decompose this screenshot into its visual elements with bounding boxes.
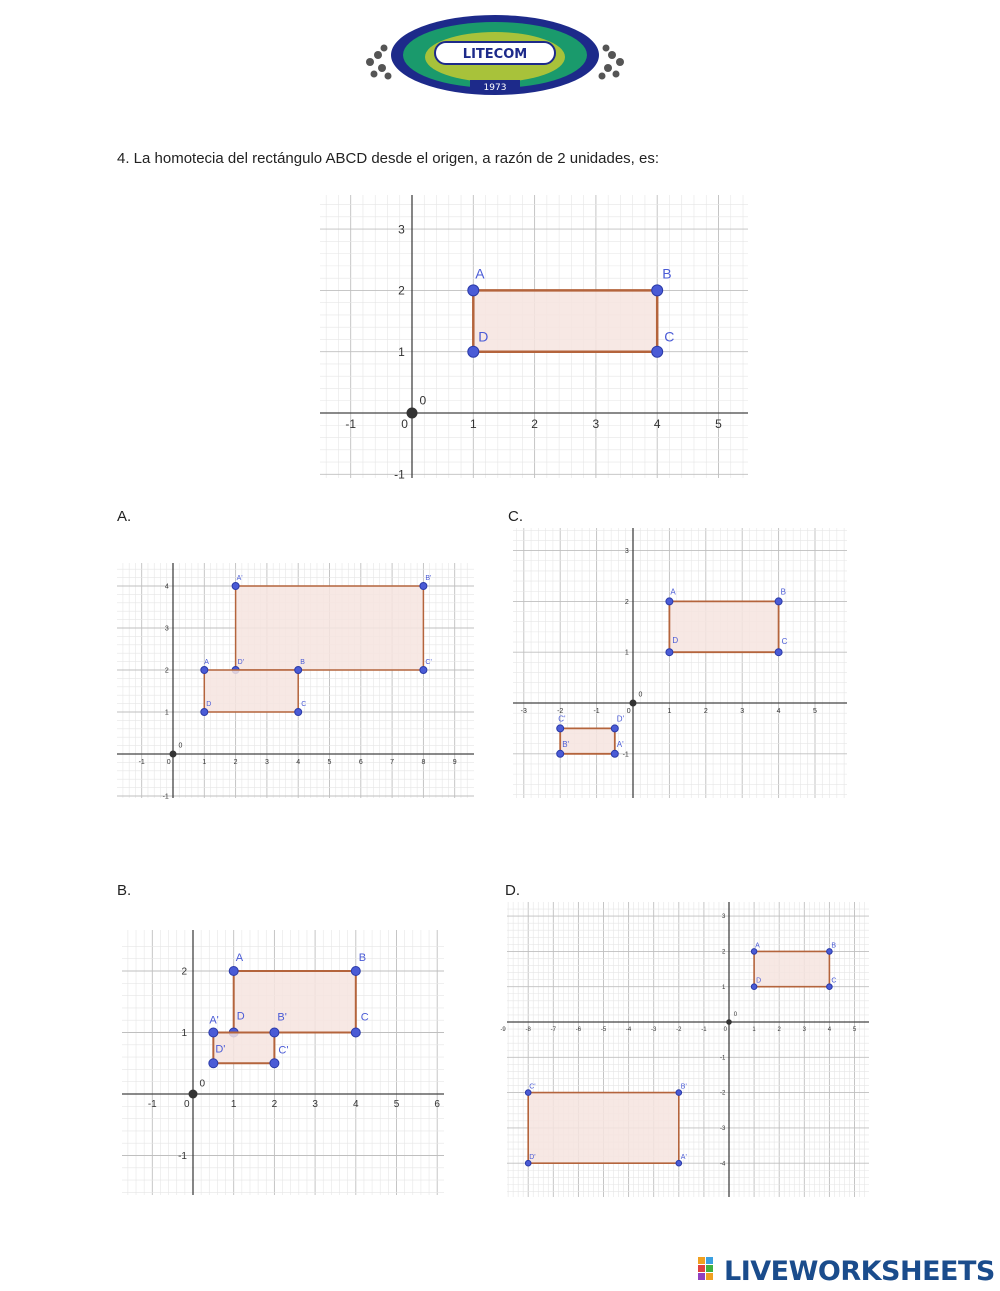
vertex-point-C [827, 984, 833, 990]
vertex-point-A [229, 967, 238, 976]
logo-text: LITECOM [462, 47, 528, 62]
vertex-label: C [360, 1011, 369, 1024]
vertex-label: C' [425, 659, 432, 666]
laurel-right-icon [599, 45, 625, 80]
y-tick-label: 1 [624, 649, 629, 657]
x-tick-label: 1 [202, 759, 207, 766]
vertex-point-A-prime [232, 583, 239, 590]
vertex-label: A [755, 942, 760, 950]
vertex-point-C [351, 1028, 360, 1037]
vertex-label: B [662, 265, 672, 282]
vertex-label: C [781, 637, 788, 647]
vertex-point-B-prime [557, 750, 564, 757]
vertex-point-B [295, 667, 302, 674]
x-tick-label: 5 [715, 417, 722, 431]
vertex-label: C [831, 977, 837, 985]
origin-label: 0 [733, 1012, 738, 1019]
vertex-label: A [235, 952, 244, 964]
y-tick-label: 2 [181, 966, 187, 978]
laurel-left-icon [366, 45, 392, 80]
vertex-label: A' [209, 1014, 219, 1027]
x-tick-label: 4 [353, 1099, 359, 1110]
x-tick-label: 0 [401, 417, 408, 431]
x-tick-label: -8 [525, 1027, 531, 1033]
x-tick-label: -2 [676, 1027, 682, 1033]
vertex-point-D-prime [525, 1160, 531, 1166]
vertex-point-D-prime [611, 725, 618, 732]
y-tick-label: 3 [722, 914, 726, 921]
x-tick-label: -1 [593, 708, 600, 715]
origin-point [630, 700, 637, 707]
x-tick-label: 2 [271, 1099, 278, 1110]
vertex-point-C-prime [420, 667, 427, 674]
x-tick-label: 2 [777, 1027, 781, 1033]
vertex-label: A' [236, 575, 243, 582]
origin-label: 0 [419, 393, 427, 408]
y-tick-label: 2 [398, 283, 405, 298]
y-tick-label: 1 [398, 344, 405, 359]
vertex-point-A-prime [209, 1028, 218, 1037]
x-tick-label: 6 [358, 759, 363, 766]
x-tick-label: 3 [264, 759, 269, 766]
x-tick-label: 6 [434, 1099, 440, 1110]
vertex-label: C' [529, 1083, 536, 1091]
x-tick-label: -9 [500, 1027, 506, 1033]
vertex-point-C [295, 709, 302, 716]
option-b-graph[interactable] [122, 930, 444, 1195]
x-tick-label: 3 [312, 1099, 318, 1110]
vertex-point-A [201, 667, 208, 674]
vertex-label: D [206, 701, 212, 708]
vertex-label: C [664, 328, 675, 345]
vertex-label: B' [425, 575, 432, 582]
vertex-point-B [775, 598, 782, 605]
vertex-label: C [301, 701, 307, 708]
y-tick-label: -1 [162, 793, 169, 801]
y-tick-label: 3 [624, 548, 629, 556]
x-tick-label: -5 [600, 1027, 607, 1033]
vertex-point-A [751, 949, 757, 955]
x-tick-label: -6 [575, 1027, 582, 1033]
vertex-point-D [468, 346, 479, 357]
question-text: 4. La homotecia del rectángulo ABCD desde el origen, a razón de 2 unidades, es: [117, 150, 660, 167]
x-tick-label: -4 [625, 1027, 632, 1033]
liveworksheets-logo-icon [698, 1257, 722, 1285]
vertex-label: D [236, 1010, 245, 1023]
vertex-label: A [670, 587, 676, 597]
vertex-label: D' [529, 1154, 536, 1162]
x-tick-label: -2 [557, 708, 564, 715]
option-a-label[interactable]: A. [117, 508, 132, 525]
x-tick-label: 7 [390, 759, 395, 766]
x-tick-label: 2 [531, 417, 538, 431]
rectangle-image [528, 1093, 679, 1164]
vertex-label: B [780, 587, 786, 597]
vertex-point-D [201, 709, 208, 716]
y-tick-label: 1 [722, 984, 726, 991]
y-tick-label: 3 [164, 625, 169, 633]
option-d-graph[interactable] [500, 902, 869, 1197]
vertex-point-A-prime [611, 750, 618, 757]
origin-point [189, 1090, 198, 1099]
vertex-label: D' [616, 714, 625, 724]
x-tick-label: 1 [667, 708, 672, 715]
vertex-point-C [775, 649, 782, 656]
option-b-label[interactable]: B. [117, 882, 132, 899]
brand-text: LIVEWORKSHEETS [724, 1255, 995, 1287]
y-tick-label: -1 [178, 1151, 187, 1162]
y-tick-label: 4 [164, 583, 169, 591]
vertex-point-A-prime [676, 1160, 682, 1166]
x-tick-label: 3 [592, 417, 600, 431]
rectangle-abcd [204, 670, 298, 712]
x-tick-label: -1 [147, 1099, 157, 1110]
vertex-label: B [358, 952, 367, 964]
vertex-point-D [751, 984, 757, 990]
y-tick-label: 3 [398, 222, 405, 237]
x-tick-label: 1 [230, 1099, 237, 1110]
y-tick-label: 2 [722, 949, 726, 956]
vertex-point-C-prime [270, 1059, 279, 1068]
y-tick-label: -4 [720, 1161, 726, 1168]
vertex-point-B-prime [676, 1090, 682, 1096]
x-tick-label: 2 [233, 759, 238, 766]
vertex-label: B' [680, 1083, 687, 1091]
vertex-point-D-prime [209, 1059, 218, 1068]
vertex-label: B' [277, 1011, 287, 1024]
vertex-label: B [831, 942, 837, 950]
vertex-label: C' [558, 714, 566, 724]
rectangle-abcd [754, 951, 829, 986]
x-tick-label: -3 [520, 708, 527, 715]
vertex-point-A [666, 598, 673, 605]
x-tick-label: 4 [827, 1027, 832, 1033]
option-c-graph[interactable] [513, 528, 847, 798]
y-tick-label: -1 [622, 751, 629, 759]
vertex-label: D [478, 328, 489, 345]
rectangle-abcd [669, 601, 778, 652]
vertex-label: D' [237, 659, 245, 666]
main-graph-svg [320, 195, 748, 482]
vertex-point-C-prime [557, 725, 564, 732]
y-tick-label: 1 [164, 709, 169, 717]
vertex-label: A' [616, 739, 624, 749]
origin-point [726, 1019, 732, 1025]
x-tick-label: 0 [166, 759, 171, 766]
x-tick-label: 5 [327, 759, 332, 766]
vertex-label: A' [680, 1154, 687, 1162]
option-d-label[interactable]: D. [505, 882, 520, 899]
y-tick-label: -3 [720, 1126, 726, 1132]
origin-label: 0 [199, 1078, 206, 1090]
vertex-point-C [652, 346, 663, 357]
x-tick-label: 9 [452, 759, 457, 766]
liveworksheets-brand [698, 1255, 995, 1287]
origin-label: 0 [178, 742, 183, 750]
y-tick-label: 1 [181, 1028, 187, 1039]
x-tick-label: 4 [296, 759, 301, 766]
vertex-label: A [475, 265, 485, 282]
vertex-point-B-prime [420, 583, 427, 590]
x-tick-label: 1 [752, 1027, 756, 1033]
y-tick-label: -1 [394, 467, 405, 482]
x-tick-label: 4 [776, 708, 781, 715]
vertex-point-B [827, 949, 833, 955]
x-tick-label: 5 [813, 708, 817, 715]
rectangle-image [236, 586, 424, 670]
x-tick-label: 1 [469, 417, 477, 431]
vertex-label: D' [215, 1043, 226, 1056]
school-logo [360, 10, 630, 100]
main-graph [320, 195, 748, 482]
vertex-label: B [300, 659, 305, 666]
vertex-label: A [204, 659, 209, 666]
origin-point [170, 751, 177, 758]
y-tick-label: -2 [720, 1090, 726, 1097]
x-tick-label: 8 [421, 759, 426, 766]
x-tick-label: 3 [802, 1027, 806, 1033]
vertex-point-A [468, 285, 479, 296]
logo-year: 1973 [483, 83, 507, 93]
vertex-point-C-prime [525, 1090, 531, 1096]
vertex-label: B' [562, 739, 570, 749]
vertex-point-B-prime [270, 1028, 279, 1037]
x-tick-label: -1 [701, 1027, 707, 1033]
x-tick-label: 0 [626, 708, 631, 715]
x-tick-label: 0 [184, 1099, 190, 1110]
x-tick-label: -1 [345, 417, 357, 431]
vertex-label: D [672, 636, 679, 646]
x-tick-label: -3 [651, 1027, 657, 1033]
x-tick-label: 0 [723, 1027, 727, 1033]
option-a-graph[interactable] [117, 563, 474, 801]
vertex-point-B [351, 967, 360, 976]
vertex-label: C' [278, 1044, 289, 1057]
rectangle-abcd [473, 290, 657, 351]
origin-point [407, 408, 418, 419]
y-tick-label: 2 [624, 598, 629, 606]
x-tick-label: 2 [703, 708, 708, 715]
x-tick-label: 5 [852, 1027, 857, 1033]
vertex-label: D [756, 977, 762, 985]
origin-label: 0 [638, 691, 643, 699]
x-tick-label: -7 [550, 1027, 556, 1033]
x-tick-label: -1 [138, 759, 145, 766]
option-c-label[interactable]: C. [508, 508, 523, 525]
vertex-point-D [666, 649, 673, 656]
rectangle-abcd [234, 971, 356, 1033]
y-tick-label: -1 [720, 1055, 726, 1062]
x-tick-label: 3 [740, 708, 745, 715]
x-tick-label: 5 [393, 1099, 400, 1110]
x-tick-label: 4 [653, 417, 661, 431]
vertex-point-B [652, 285, 663, 296]
y-tick-label: 2 [164, 667, 169, 675]
